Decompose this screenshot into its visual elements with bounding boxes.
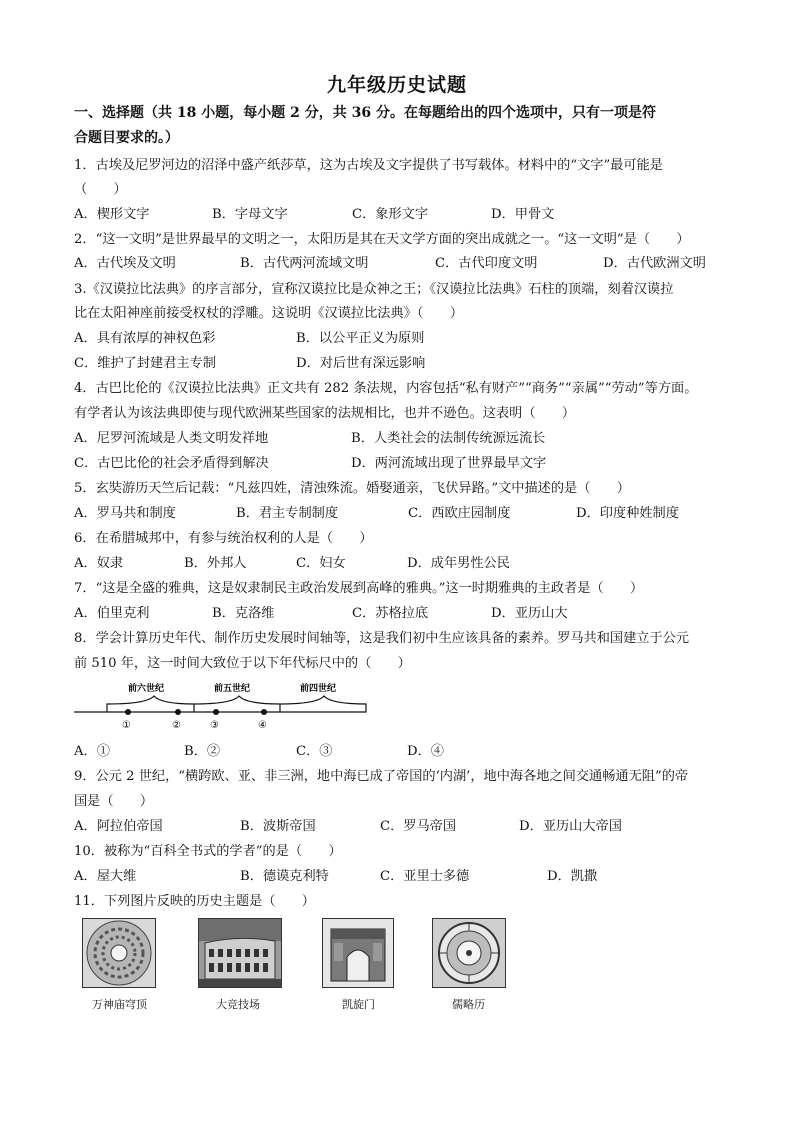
question-7-option-d: D．亚历山大 bbox=[491, 606, 568, 621]
page-title: 九年级历史试题 bbox=[326, 74, 467, 96]
question-6-stem: 6．在希腊城邦中，有参与统治权利的人是（ ） bbox=[74, 531, 373, 546]
triumphal-arch-image bbox=[322, 918, 394, 988]
question-1-option-c: C．象形文字 bbox=[352, 207, 429, 222]
question-5-option-a: A．罗马共和制度 bbox=[74, 506, 176, 521]
julian-calendar-image bbox=[432, 918, 506, 988]
caption-julian-calendar: 儒略历 bbox=[452, 998, 485, 1011]
question-7-option-a: A．伯里克利 bbox=[74, 606, 150, 621]
question-3-option-b: B．以公平正义为原则 bbox=[296, 331, 425, 346]
question-4-option-b: B．人类社会的法制传统源远流长 bbox=[351, 431, 546, 446]
section-heading-line1: 一、选择题（共 18 小题，每小题 2 分，共 36 分。在每题给出的四个选项中，只有一项是符 bbox=[74, 105, 656, 121]
question-9-stem: 9．公元 2 世纪，“横跨欧、亚、非三洲，地中海已成了帝国的‘内湖’，地中海各地之间交通畅通无阻”的帝 bbox=[74, 769, 689, 784]
caption-triumphal-arch: 凯旋门 bbox=[342, 998, 375, 1011]
question-4-option-d: D．两河流域出现了世界最早文字 bbox=[351, 456, 547, 471]
question-7-option-c: C．苏格拉底 bbox=[352, 606, 429, 621]
timeline-point-4-label: ④ bbox=[258, 720, 267, 731]
timeline-point-1-label: ① bbox=[122, 720, 131, 731]
section-heading-line2: 合题目要求的。） bbox=[74, 130, 179, 146]
question-8-stem-cont: 前 510 年，这一时间大致位于以下年代标尺中的（ ） bbox=[74, 656, 411, 671]
question-5-option-d: D．印度种姓制度 bbox=[576, 506, 679, 521]
question-6-option-a: A．奴隶 bbox=[74, 556, 124, 571]
question-1-option-d: D．甲骨文 bbox=[491, 207, 555, 222]
timeline-point-2 bbox=[175, 709, 181, 715]
question-9-option-b: B．波斯帝国 bbox=[240, 819, 316, 834]
question-8-option-c: C．③ bbox=[296, 744, 333, 759]
question-9-option-a: A．阿拉伯帝国 bbox=[74, 819, 163, 834]
question-6-option-b: B．外邦人 bbox=[184, 556, 247, 571]
question-1-stem: 1．古埃及尼罗河边的沼泽中盛产纸莎草，这为古埃及文字提供了书写载体。材料中的“文字”最可能是 bbox=[74, 158, 663, 173]
question-9-option-d: D．亚历山大帝国 bbox=[519, 819, 622, 834]
question-3-option-c: C．维护了封建君主专制 bbox=[74, 356, 216, 371]
question-10-option-a: A．屋大维 bbox=[74, 869, 137, 884]
colosseum-image bbox=[198, 918, 282, 988]
question-10-stem: 10．被称为“百科全书式的学者”的是（ ） bbox=[74, 844, 342, 859]
timeline-svg bbox=[72, 682, 372, 732]
question-6-option-c: C．妇女 bbox=[296, 556, 346, 571]
question-6-option-d: D．成年男性公民 bbox=[407, 556, 510, 571]
question-1-option-a: A．楔形文字 bbox=[74, 207, 150, 222]
question-3-option-a: A．具有浓厚的神权色彩 bbox=[74, 331, 216, 346]
timeline-label-4th-century: 前四世纪 bbox=[300, 684, 337, 694]
question-9-option-c: C．罗马帝国 bbox=[380, 819, 457, 834]
question-5-option-c: C．西欧庄园制度 bbox=[408, 506, 511, 521]
question-2-option-d: D．古代欧洲文明 bbox=[603, 256, 706, 271]
question-1-stem-cont: （ ） bbox=[74, 182, 127, 197]
question-4-option-a: A．尼罗河流域是人类文明发祥地 bbox=[74, 431, 269, 446]
question-8-stem: 8．学会计算历史年代、制作历史发展时间轴等，这是我们初中生应该具备的素养。罗马共和国建立于公元 bbox=[74, 631, 690, 646]
pantheon-dome-image bbox=[82, 918, 156, 988]
question-2-option-c: C．古代印度文明 bbox=[435, 256, 538, 271]
question-8-option-a: A．① bbox=[74, 744, 110, 759]
timeline-point-4 bbox=[261, 709, 267, 715]
question-4-option-c: C．古巴比伦的社会矛盾得到解决 bbox=[74, 456, 269, 471]
timeline-axis bbox=[74, 696, 366, 712]
question-11-stem: 11．下列图片反映的历史主题是（ ） bbox=[74, 894, 315, 909]
question-10-option-b: B．德谟克利特 bbox=[240, 869, 329, 884]
timeline-point-2-label: ② bbox=[172, 720, 181, 731]
question-2-stem: 2．“这一文明”是世界最早的文明之一，太阳历是其在天文学方面的突出成就之一。“这一文明”是（ ） bbox=[74, 232, 690, 247]
timeline-figure bbox=[72, 682, 372, 732]
question-3-option-d: D．对后世有深远影响 bbox=[296, 356, 426, 371]
question-8-option-b: B．② bbox=[184, 744, 221, 759]
timeline-label-5th-century: 前五世纪 bbox=[214, 684, 251, 694]
caption-colosseum: 大竞技场 bbox=[216, 998, 260, 1011]
timeline-point-1 bbox=[125, 709, 131, 715]
question-7-option-b: B．克洛维 bbox=[212, 606, 275, 621]
timeline-label-6th-century: 前六世纪 bbox=[128, 684, 165, 694]
caption-pantheon-dome: 万神庙穹顶 bbox=[92, 998, 147, 1011]
question-4-stem-cont: 有学者认为该法典即使与现代欧洲某些国家的法规相比，也并不逊色。这表明（ ） bbox=[74, 406, 576, 421]
question-3-stem-cont: 比在太阳神座前接受权杖的浮雕。这说明《汉谟拉比法典》（ ） bbox=[74, 306, 464, 321]
question-2-option-b: B．古代两河流域文明 bbox=[240, 256, 369, 271]
question-3-stem: 3.《汉谟拉比法典》的序言部分，宣称汉谟拉比是众神之王；《汉谟拉比法典》石柱的顶端，刻着汉谟拉 bbox=[74, 282, 674, 297]
timeline-point-3-label: ③ bbox=[210, 720, 219, 731]
question-2-option-a: A．古代埃及文明 bbox=[74, 256, 176, 271]
question-4-stem: 4．古巴比伦的《汉谟拉比法典》正文共有 282 条法规，内容包括“私有财产”“商务”“亲属”“劳动”等方面。 bbox=[74, 381, 698, 396]
timeline-point-3 bbox=[213, 709, 219, 715]
question-5-option-b: B．君主专制制度 bbox=[236, 506, 339, 521]
question-9-stem-cont: 国是（ ） bbox=[74, 794, 154, 809]
question-10-option-d: D．凯撒 bbox=[547, 869, 598, 884]
question-8-option-d: D．④ bbox=[407, 744, 444, 759]
question-7-stem: 7．“这是全盛的雅典，这是奴隶制民主政治发展到高峰的雅典。”这一时期雅典的主政者是（ ） bbox=[74, 581, 644, 596]
question-10-option-c: C．亚里士多德 bbox=[380, 869, 470, 884]
question-1-option-b: B．字母文字 bbox=[212, 207, 288, 222]
question-5-stem: 5．玄奘游历天竺后记载：“凡兹四姓，清浊殊流。婚娶通亲，飞伏异路。”文中描述的是（ ） bbox=[74, 481, 630, 496]
